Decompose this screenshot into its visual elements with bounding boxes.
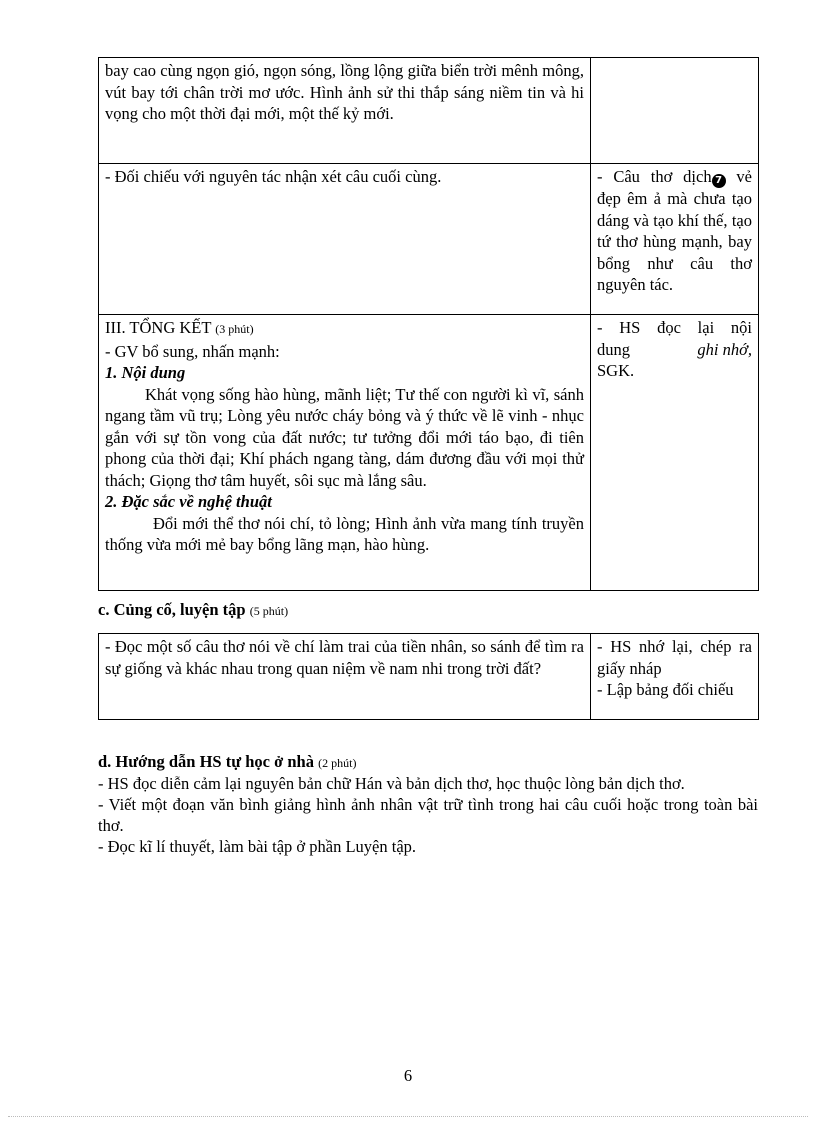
- cell-text: - Đọc một số câu thơ nói về chí làm trai của tiền nhân, so sánh để tìm ra sự giống và khác nhau trong quan niệm về nam nhi trong trời đất?: [105, 637, 584, 678]
- table-cell: [591, 634, 759, 720]
- cell-text: - Đối chiếu với nguyên tác nhận xét câu cuối cùng.: [105, 167, 442, 186]
- section-d-heading: [98, 751, 356, 774]
- homework-list: [98, 773, 758, 857]
- footer-divider: [8, 1116, 808, 1117]
- table-row: [99, 58, 759, 164]
- right-line-1: - HS đọc lại nội: [597, 318, 752, 337]
- art-heading: 2. Đặc sắc về nghệ thuật: [105, 492, 272, 511]
- content-text: Khát vọng sống hào hùng, mãnh liệt; Tư thế con người kì vĩ, sánh ngang tầm vũ trụ; Lòng yêu nước cháy bỏng và ý thức về lẽ vinh - nhục gắn với sự tồn vong của đất nước; tư tưởng đổi mới táo bạo, đi tiên phong của thời đại; Khí phách ngang tàng, dám đương đầu với mọi thử thách; Giọng thơ tâm huyết, sôi sục mà lắng sâu.: [105, 384, 584, 490]
- table-cell: [99, 634, 591, 720]
- right-italic: ghi nhớ,: [697, 339, 752, 359]
- section-d-title: d. Hướng dẫn HS tự học ở nhà: [98, 752, 314, 771]
- right-line-3: SGK.: [597, 361, 635, 380]
- table-cell: [591, 315, 759, 591]
- section-title: III. TỔNG KẾT: [105, 318, 212, 337]
- table-cell: [591, 58, 759, 164]
- lesson-table-1: [98, 57, 759, 591]
- table-row: [99, 315, 759, 591]
- table-row: [99, 164, 759, 315]
- section-c-title: c. Củng cố, luyện tập: [98, 600, 246, 619]
- cell-text: - Câu thơ dịch: [597, 167, 712, 186]
- cell-text: bay cao cùng ngọn gió, ngọn sóng, lồng lộng giữa biển trời mênh mông, vút bay tới chân trời mơ ước. Hình ảnh sử thi thắp sáng niềm tin và hi vọng cho một thời đại mới, một thế kỷ mới.: [105, 61, 584, 123]
- table-row: [99, 634, 759, 720]
- circled-number-icon: 7: [712, 174, 726, 188]
- section-d-time: (2 phút): [318, 756, 357, 770]
- section-title-line: [105, 317, 584, 341]
- table-cell: [591, 164, 759, 315]
- art-text: Đổi mới thể thơ nói chí, tỏ lòng; Hình ảnh vừa mang tính truyền thống vừa mới mẻ bay bổng lãng mạn, hào hùng.: [105, 513, 584, 554]
- table-cell: [99, 315, 591, 591]
- section-c-heading: [98, 599, 288, 622]
- cell-text: - HS nhớ lại, chép ra giấy nháp: [597, 637, 752, 678]
- list-item: - Đọc kĩ lí thuyết, làm bài tập ở phần Luyện tập.: [98, 837, 417, 856]
- cell-text: vẻ đẹp êm ả mà chưa tạo dáng và tạo khí thế, tạo tứ thơ hùng mạnh, bay bổng như câu thơ nguyên tác.: [597, 167, 752, 294]
- right-word: dung: [597, 339, 630, 359]
- list-item: - HS đọc diễn cảm lại nguyên bản chữ Hán và bản dịch thơ, học thuộc lòng bản dịch thơ.: [98, 774, 685, 793]
- table-cell: [99, 164, 591, 315]
- gv-line: - GV bổ sung, nhấn mạnh:: [105, 341, 280, 361]
- practice-table: [98, 633, 759, 720]
- section-c-time: (5 phút): [249, 604, 289, 618]
- section-time: (3 phút): [215, 322, 254, 336]
- content-heading: 1. Nội dung: [105, 363, 186, 382]
- page-number: 6: [403, 1066, 413, 1085]
- list-item: - Viết một đoạn văn bình giảng hình ảnh nhân vật trữ tình trong hai câu cuối hoặc trong toàn bài thơ.: [98, 795, 758, 835]
- right-line-2: [597, 339, 752, 361]
- table-cell: [99, 58, 591, 164]
- cell-text: - Lập bảng đối chiếu: [597, 680, 734, 699]
